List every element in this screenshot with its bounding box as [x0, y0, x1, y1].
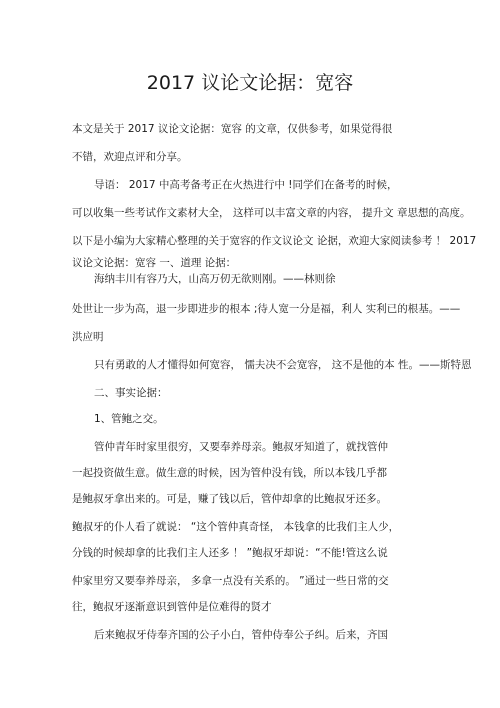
paragraph-line: 不错，欢迎点评和分享。 [72, 151, 188, 163]
paragraph-line: 鲍叔牙的仆人看了就说： “这个管仲真奇怪， 本钱拿的比我们主人少， [72, 521, 400, 533]
paragraph-line: 本文是关于 2017 议论文论据：宽容 的文章，仅供参考，如果觉得很 [72, 123, 393, 135]
quote-line: 海纳丰川有容乃大，山高万仞无欲则刚。——林则徐 [94, 273, 336, 285]
quote-line: 处世让一步为高，退一步即进步的根本 ;待人宽一分是福，利人 实利已的根基。—— [72, 303, 461, 315]
paragraph-line: 导语： 2017 中高考备考正在火热进行中 !同学们在备考的时候， [94, 179, 398, 191]
paragraph-line: 分钱的时候却拿的比我们主人还多 ！ ”鲍叔牙却说：“不能!管这么说 [72, 547, 388, 559]
paragraph-line: 一起投资做生意。做生意的时候，因为管仲没有钱，所以本钱几乎都 [72, 467, 387, 479]
paragraph-line: 以下是小编为大家精心整理的关于宽容的作文议论文 论据，欢迎大家阅读参考 ！ 2017 [72, 235, 477, 247]
section-heading: 二、事实论据： [94, 387, 168, 399]
paragraph-line: 往，鲍叔牙逐渐意识到管仲是位难得的贤才 [72, 601, 272, 613]
subsection-heading: 1、管鲍之交。 [94, 413, 164, 425]
paragraph-line: 议论文论据：宽容 一、道理 论据： [72, 257, 237, 269]
quote-line: 只有勇敢的人才懂得如何宽容， 懦夫决不会宽容， 这不是他的本 性。——斯特恩 [94, 359, 472, 371]
quote-author: 洪应明 [72, 331, 104, 343]
paragraph-line: 是鲍叔牙拿出来的。可是，赚了钱以后，管仲却拿的比鲍叔牙还多。 [72, 493, 387, 505]
paragraph-line: 管仲青年时家里很穷，又要奉养母亲。鲍叔牙知道了，就找管仲 [94, 441, 388, 453]
paragraph-line: 后来鲍叔牙侍奉齐国的公子小白，管仲侍奉公子纠。后来，齐国 [94, 629, 388, 641]
paragraph-line: 可以收集一些考试作文素材大全， 这样可以丰富文章的内容， 提升文 章思想的高度。 [72, 207, 471, 219]
document-title: 2017 议论文论据：宽容 [146, 72, 354, 94]
paragraph-line: 仲家里穷又要奉养母亲， 多拿一点没有关系的。 ”通过一些日常的交 [72, 575, 389, 587]
